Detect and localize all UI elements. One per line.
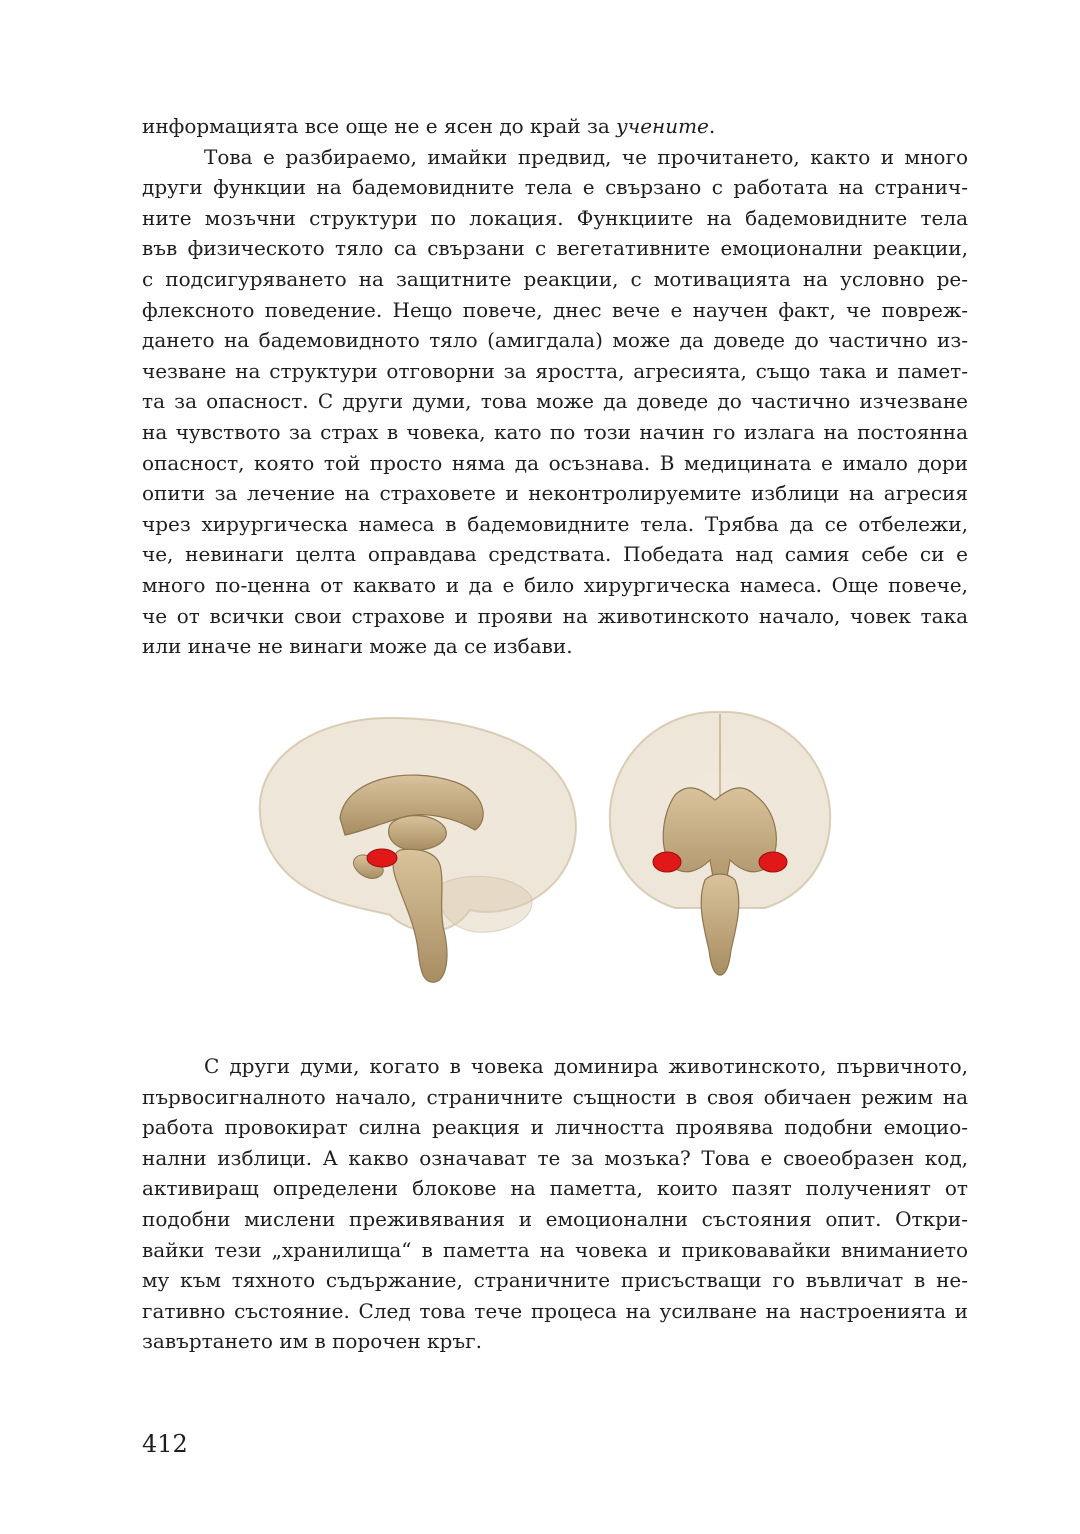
- brain-illustration: [240, 700, 840, 990]
- text-line: вайки тези „хранилища“ в паметта на човека и приковавайки вниманието: [142, 1237, 968, 1262]
- brainstem-front: [701, 874, 739, 975]
- text-line: та за опасност. С други думи, това може да доведе до частично изчезване: [142, 389, 968, 414]
- text-line: много по-ценна от каквато и да е било хирургическа намеса. Още повече,: [142, 572, 968, 597]
- text-line: активиращ определени блокове на паметта, които пазят полученият от: [142, 1176, 968, 1201]
- text-line: че от всички свои страхове и прояви на животинското начало, човек така: [142, 603, 968, 628]
- text-line: му към тяхното съдържание, страничните присъстващи го въвличат в не-: [142, 1268, 968, 1293]
- text-line: други функции на бадемовидните тела е свързано с работата на странич-: [142, 175, 968, 200]
- text-line: опити за лечение на страховете и неконтролируемите изблици на агресия: [142, 481, 968, 506]
- text-line: опасност, която той просто няма да осъзнава. В медицината е имало дори: [142, 450, 968, 475]
- paragraph-continuation: [142, 111, 968, 142]
- text-line: или иначе не винаги може да се избави.: [142, 634, 573, 659]
- brain-front-view: [610, 712, 830, 975]
- text-line: подобни мислени преживявания и емоционални състояния опит. Откри-: [142, 1206, 968, 1231]
- amygdala-side: [367, 849, 397, 867]
- emphasis-text: учените: [616, 114, 709, 138]
- text-line: С други думи, когато в човека доминира животинското, първичното,: [204, 1054, 968, 1078]
- amygdala-left: [653, 852, 681, 872]
- text-line: чезване на структури отговорни за яростта, агресията, също така и памет-: [142, 358, 968, 383]
- text-line: ните мозъчни структури по локация. Функциите на бадемовидните тела: [142, 205, 968, 230]
- text-line: на чувството за страх в човека, като по този начин го излага на постоянна: [142, 419, 968, 444]
- text-line: във физическото тяло са свързани с вегетативните емоционални реакции,: [142, 236, 968, 261]
- text-line: работа провокират силна реакция и личността проявява подобни емоцио-: [142, 1115, 968, 1140]
- text-line: флексното поведение. Нещо повече, днес вече е научен факт, че повреж-: [142, 297, 968, 322]
- text-line: гативно състояние. След това тече процеса на усилване на настроенията и: [142, 1298, 968, 1323]
- brain-side-view: [260, 718, 576, 982]
- amygdala-right: [759, 852, 787, 872]
- text-block-bottom: [142, 1051, 968, 1357]
- text-line: чрез хирургическа намеса в бадемовидните тела. Трябва да се отбележи,: [142, 511, 968, 536]
- thalamus: [389, 816, 447, 851]
- text-line: първосигналното начало, страничните същности в своя обичаен режим на: [142, 1084, 968, 1109]
- page-number: 412: [142, 1430, 188, 1458]
- text-line: с подсигуряването на защитните реакции, с мотивацията на условно ре-: [142, 266, 968, 291]
- text-line: дането на бадемовидното тяло (амигдала) може да доведе до частично из-: [142, 328, 968, 353]
- text-block-top: [142, 111, 968, 662]
- text-line: че, невинаги целта оправдава средствата. Победата над самия себе си е: [142, 542, 968, 567]
- brain-figure-svg: [240, 700, 840, 990]
- text-line: информацията все още не е ясен до край за учените.: [142, 114, 716, 138]
- paragraph-amygdala: [142, 142, 968, 662]
- text-line: завъртането им в порочен кръг.: [142, 1329, 482, 1354]
- text-line: нални изблици. А какво означават те за мозъка? Това е своеобразен код,: [142, 1145, 968, 1170]
- text-line: Това е разбираемо, имайки предвид, че прочитането, както и много: [204, 144, 968, 169]
- paragraph-conclusion: [142, 1051, 968, 1357]
